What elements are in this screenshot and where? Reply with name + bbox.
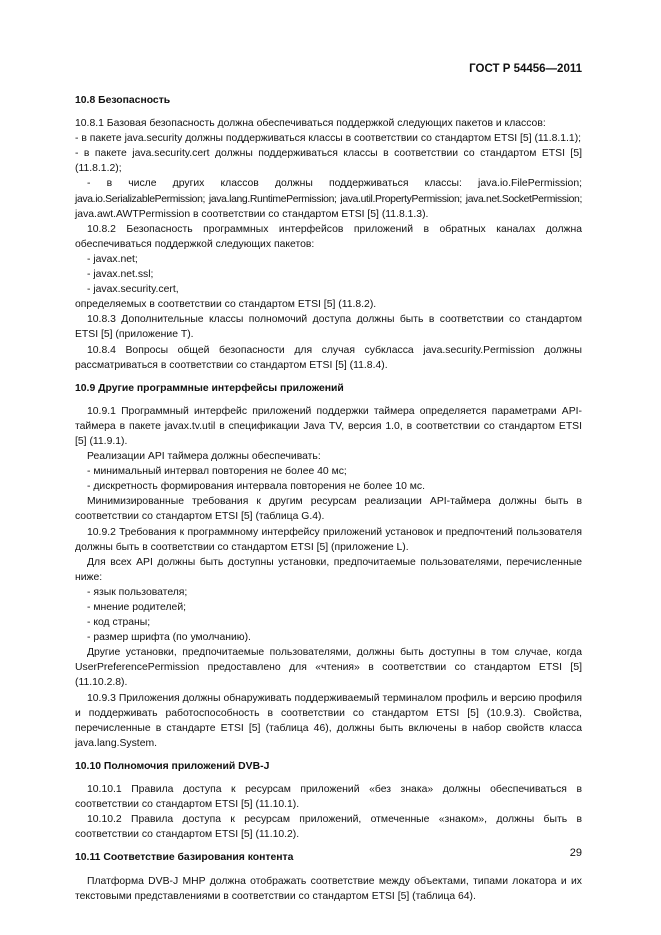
p-10-9-2: 10.9.2 Требования к программному интерфейсу приложений установок и предпочтений пользователя должны быть в соответствии со стандартом ETSI [5] (приложение L).: [75, 526, 582, 553]
p-10-10-1: 10.10.1 Правила доступа к ресурсам приложений «без знака» должны обеспечиваться в соответствии со стандартом ETSI [5] (11.10.1).: [75, 784, 582, 811]
p-10-8-3: 10.8.3 Дополнительные классы полномочий доступа должны быть в соответствии со стандартом ETSI [5] (приложение Т).: [75, 314, 582, 341]
p-10-8-1-text: 10.8.1 Базовая безопасность должна обеспечиваться поддержкой следующих пакетов и классов:: [75, 118, 546, 130]
p-10-8-1-a-text: - в пакете java.security должны поддерживаться классы в соответствии со стандартом ETSI [5] (11.8.1.1);: [75, 133, 582, 145]
p-10-8-1-b: [75, 146, 582, 176]
text-flow: [75, 93, 582, 904]
p-10-9-1c: Минимизированные требования к другим ресурсам реализации API-таймера должны быть в соответствии со стандартом ETSI [5] (таблица G.4).: [75, 496, 582, 523]
heading-10-10: 10.10 Полномочия приложений DVB-J: [75, 760, 270, 772]
p-10-10-2: 10.10.2 Правила доступа к ресурсам приложений, отмеченные «знаком», должны быть в соответствии со стандартом ETSI [5] (11.10.2).: [75, 814, 582, 841]
p-10-8-1-b-text: - в пакете java.security.cert должны поддерживаться классы в соответствии со стандартом ETSI [5] (11.8.1.2);: [75, 148, 582, 175]
p-10-9-3: 10.9.3 Приложения должны обнаруживать поддерживаемый терминалом профиль и версию профиля и поддерживать работоспособность в соответствии со стандартом ETSI [5] (10.9.3). Свойства, перечисленные в стандарте ETSI [5] (таблица 46), должны быть включены в набор свойств класса java.lang.System.: [75, 692, 582, 749]
p-10-9-2b-d: - размер шрифта (по умолчанию).: [87, 632, 251, 644]
p-10-8-4: 10.8.4 Вопросы общей безопасности для случая субкласса java.security.Permission должны рассматриваться в соответствии со стандартом ETSI [5] (11.8.4).: [75, 344, 582, 371]
heading-10-11: 10.11 Соответствие базирования контента: [75, 852, 294, 864]
page-number: 29: [569, 847, 582, 859]
p-10-8-1-c3: java.awt.AWTPermission в соответствии со стандартом ETSI [5] (11.8.1.3).: [75, 208, 429, 220]
p-10-8-2-b: - javax.net.ssl;: [87, 269, 154, 281]
p-10-8-1-a: [75, 131, 582, 146]
p-10-9-1b: Реализации API таймера должны обеспечивать:: [87, 451, 321, 463]
p-10-9-2b-a: - язык пользователя;: [87, 586, 188, 598]
p-10-9-2b-c: - код страны;: [87, 617, 151, 629]
document-header: ГОСТ Р 54456—2011: [469, 63, 582, 75]
heading-10-8: 10.8 Безопасность: [75, 95, 171, 106]
p-10-8-2-c: - javax.security.cert,: [87, 284, 179, 296]
p-10-9-1: 10.9.1 Программный интерфейс приложений поддержки таймера определяется параметрами API-таймера в пакете javax.tv.util в спецификации Java TV, версия 1.0, в соответствии со стандартом ETSI [5] (11.9.1).: [75, 405, 582, 447]
p-10-8-1-c1: - в числе других классов должны поддерживаться классы: java.io.FilePermission;: [87, 178, 582, 190]
heading-10-9: 10.9 Другие программные интерфейсы приложений: [75, 382, 344, 394]
p-10-9-1b-a: - минимальный интервал повторения не более 40 мс;: [87, 466, 347, 478]
p-10-9-2b: Для всех API должны быть доступны установки, предпочитаемые пользователями, перечисленные ниже:: [75, 556, 582, 583]
p-10-9-1b-b: - дискретность формирования интервала повторения не более 10 мс.: [87, 481, 426, 493]
p-10-8-2-end: определяемых в соответствии со стандартом ETSI [5] (11.8.2).: [75, 299, 377, 311]
p-10-8-2: 10.8.2 Безопасность программных интерфейсов приложений в обратных каналах должна обеспечиваться поддержкой следующих пакетов:: [75, 223, 582, 250]
p-10-8-1: [75, 116, 582, 131]
p-10-8-2-a: - javax.net;: [87, 253, 138, 265]
p-10-9-2b-b: - мнение родителей;: [87, 602, 187, 613]
p-10-11: Платформа DVB-J MHP должна отображать соответствие между объектами, типами локатора и их текстовыми представлениями в соответствии со стандартом ETSI [5] (таблица 64).: [75, 875, 582, 902]
p-10-9-2c: Другие установки, предпочитаемые пользователями, должны быть доступны в том случае, когда UserPreferencePermission предоставлено для «чтения» в соответствии со стандартом ETSI [5] (11.10.2.8).: [75, 647, 582, 689]
p-10-8-1-c2: java.io.SerializablePermission; java.lang.RuntimePermission; java.util.PropertyPermission; java.net.SocketPermission;: [75, 193, 582, 205]
